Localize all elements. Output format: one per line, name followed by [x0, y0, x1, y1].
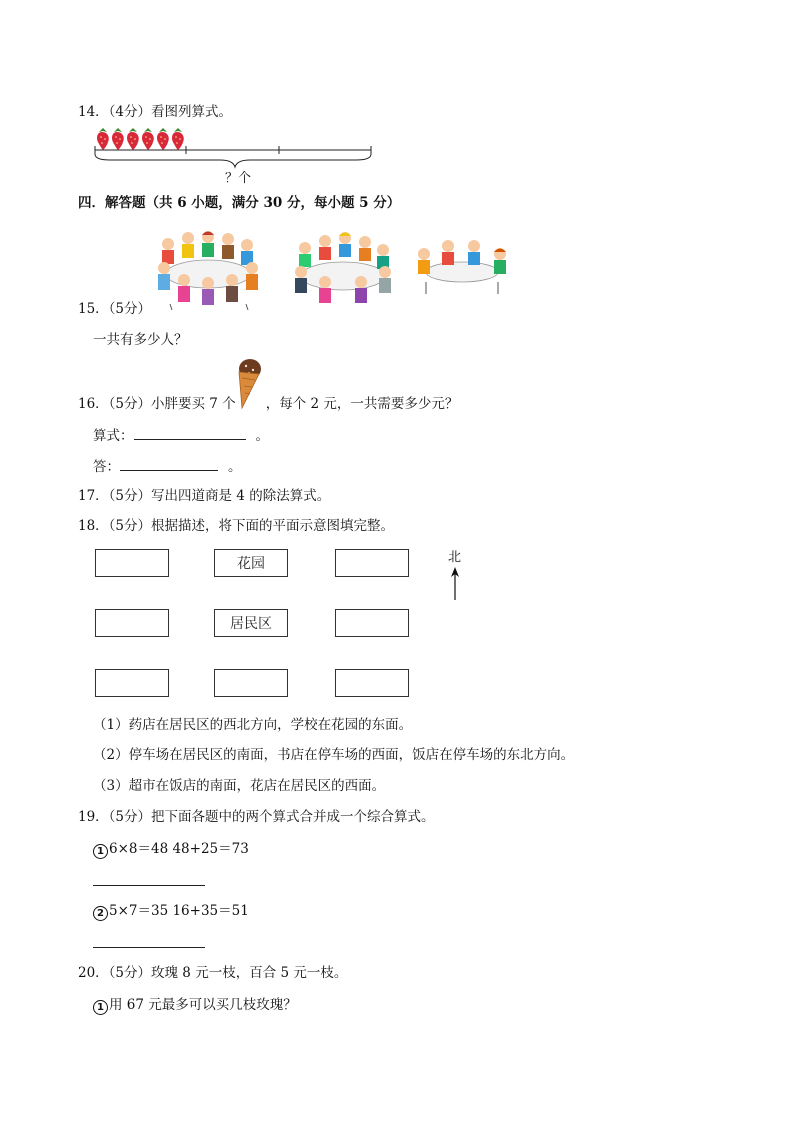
q16-formula-end: 。: [255, 428, 269, 444]
strawberry-icon: [97, 128, 109, 150]
strawberry-icon: [112, 128, 124, 150]
q18-text: 18．（5分）根据描述，将下面的平面示意图填完整。: [78, 518, 395, 534]
map-cell-w[interactable]: [95, 609, 169, 637]
group-3: [418, 240, 506, 294]
q16-formula-blank[interactable]: [134, 425, 246, 440]
q20-sub: [93, 996, 297, 1015]
section-heading: 四．解答题（共 6 小题，满分 30 分，每小题 5 分）: [78, 195, 401, 211]
q14-text: 14．（4分）看图列算式。: [78, 104, 233, 120]
map-cell-sw[interactable]: [95, 669, 169, 697]
strawberry-row: [97, 128, 184, 150]
q16-formula-label: 算式：: [93, 428, 134, 444]
q18-clue-1: （1）药店在居民区的西北方向，学校在花园的东面。: [93, 717, 413, 733]
strawberry-icon: [157, 128, 169, 150]
map-cell-nw[interactable]: [95, 549, 169, 577]
q14-question-label: ？个: [225, 171, 252, 186]
q18-clue-3: （3）超市在饭店的南面，花店在居民区的西面。: [93, 778, 386, 794]
north-arrow-icon: [448, 567, 462, 601]
map-cell-ne[interactable]: [335, 549, 409, 577]
brace: [95, 154, 371, 167]
strawberry-icon: [172, 128, 184, 150]
item-number-2: 2: [93, 906, 108, 921]
q15-label: 15．（5分）: [78, 301, 152, 317]
q20-sub-text: 用 67 元最多可以买几枝玫瑰？: [109, 997, 297, 1013]
ice-cream-cone-icon: [230, 358, 266, 410]
segment-bar: [95, 146, 371, 154]
q19-item-1: [93, 840, 249, 859]
q19-item-2: [93, 902, 249, 921]
map-cell-center[interactable]: 居民区: [214, 609, 288, 637]
q19-answer-line-1[interactable]: [93, 885, 205, 886]
q16-answer-end: 。: [228, 459, 242, 475]
q19-answer-line-2[interactable]: [93, 947, 205, 948]
q16-answer-label: 答：: [93, 459, 120, 475]
q19-text: 19．（5分）把下面各题中的两个算式合并成一个综合算式。: [78, 809, 435, 825]
q16-text-after: ，每个 2 元，一共需要多少元？: [265, 396, 459, 412]
q20-text: 20．（5分）玫瑰 8 元一枝，百合 5 元一枝。: [78, 965, 348, 981]
q15-question: 一共有多少人？: [93, 332, 188, 348]
group-2: [295, 232, 391, 303]
q16-answer-row: [93, 456, 242, 476]
q19-expr-1: 6×8＝48 48+25＝73: [109, 841, 249, 857]
map-cell-se[interactable]: [335, 669, 409, 697]
q16-formula-row: [93, 425, 269, 445]
map-cell-s[interactable]: [214, 669, 288, 697]
strawberry-icon: [142, 128, 154, 150]
q17-text: 17．（5分）写出四道商是 4 的除法算式。: [78, 488, 331, 504]
q18-clue-2: （2）停车场在居民区的南面，书店在停车场的西面，饭店在停车场的东北方向。: [93, 747, 575, 763]
q16-text-before: 16．（5分）小胖要买 7 个: [78, 396, 236, 412]
q15-illustration: [150, 228, 520, 310]
map-cell-n[interactable]: 花园: [214, 549, 288, 577]
map-cell-e[interactable]: [335, 609, 409, 637]
item-number-1: 1: [93, 1000, 108, 1015]
q16-line: [78, 394, 458, 413]
item-number-1: 1: [93, 844, 108, 859]
q16-answer-blank[interactable]: [120, 456, 218, 471]
north-label: 北: [448, 550, 462, 565]
strawberry-icon: [127, 128, 139, 150]
q19-expr-2: 5×7＝35 16+35＝51: [109, 903, 249, 919]
group-1: [158, 231, 258, 310]
